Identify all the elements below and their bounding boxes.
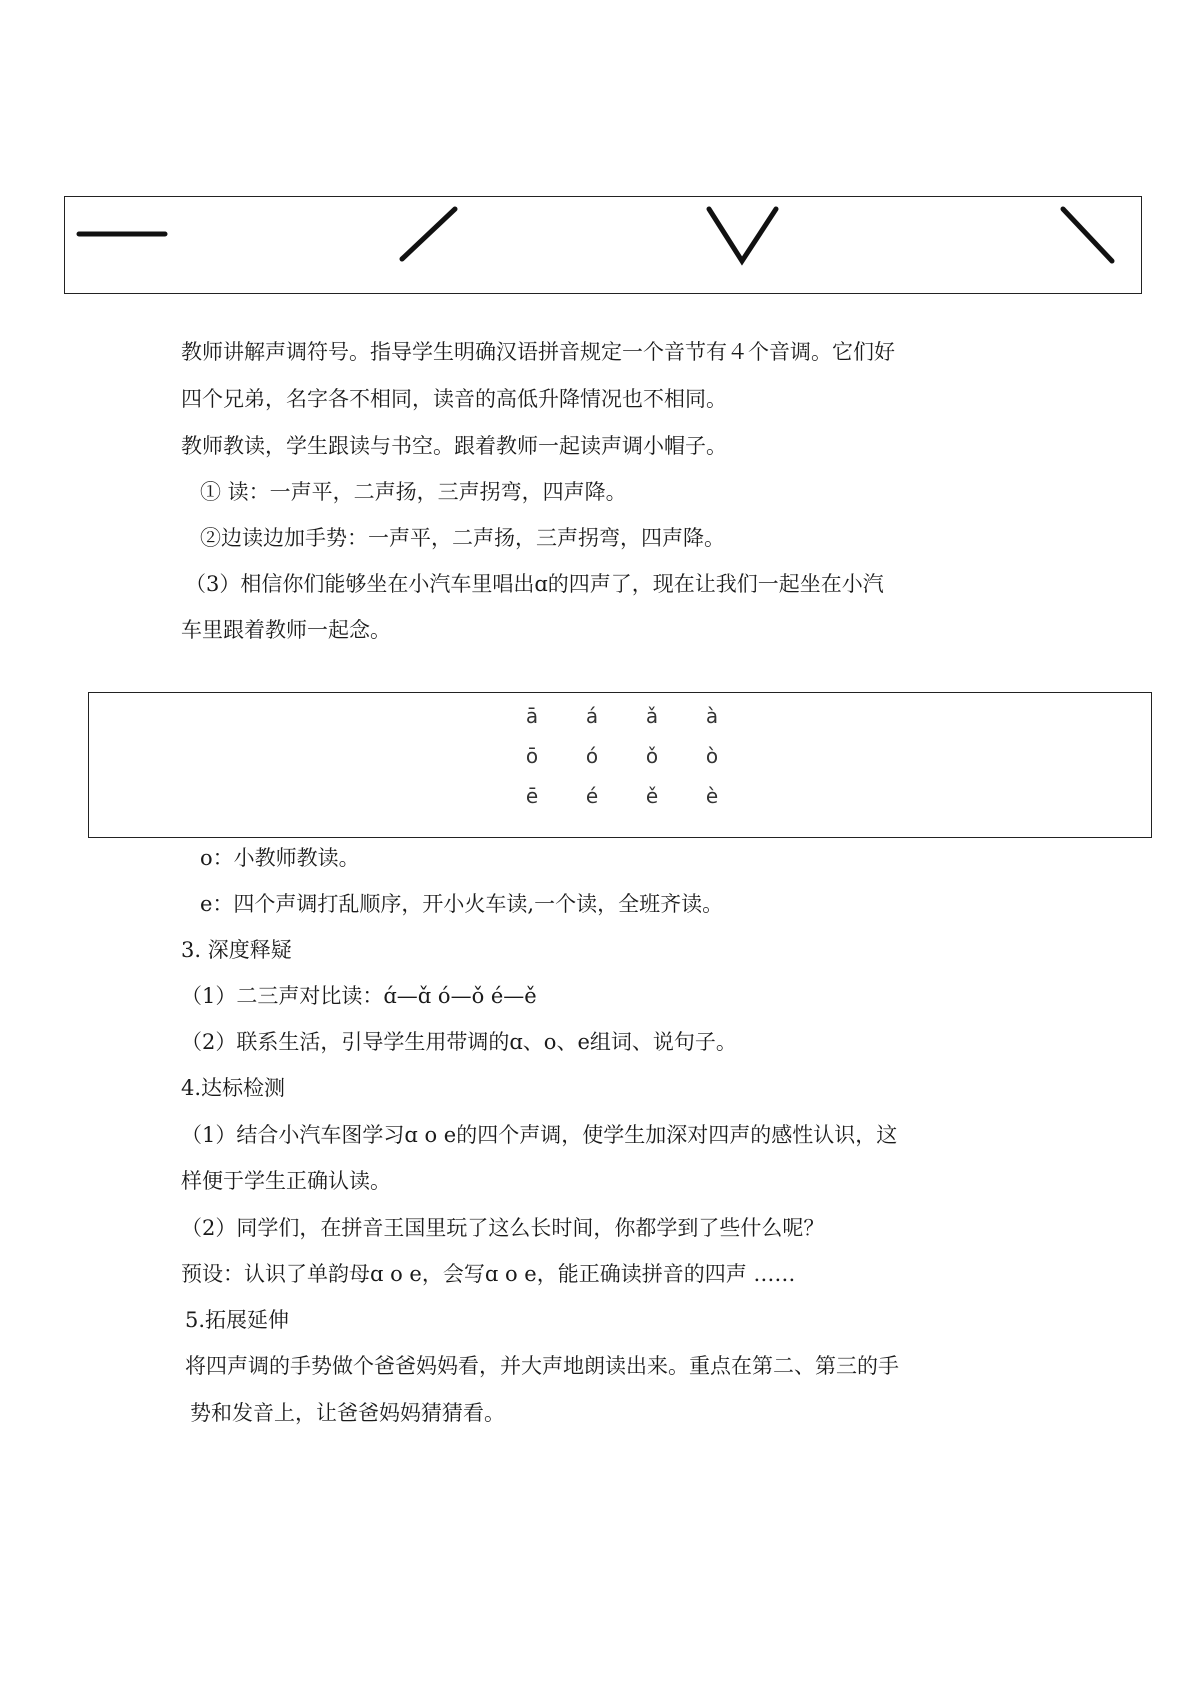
paragraph-line: （2）同学们，在拼音王国里玩了这么长时间，你都学到了些什么呢？ (181, 1216, 825, 1240)
tone-cell: ō (525, 744, 539, 768)
section-heading: 4.达标检测 (181, 1076, 286, 1100)
paragraph-line: 车里跟着教师一起念。 (181, 618, 391, 642)
paragraph-line: ②边读边加手势：一声平，二声扬，三声拐弯，四声降。 (200, 526, 725, 550)
tone-cell: ě (645, 784, 659, 808)
section-heading: 5.拓展延伸 (185, 1308, 290, 1332)
tone-cell: ā (525, 704, 539, 728)
tone-table (88, 692, 1152, 838)
paragraph-line: 四个兄弟，名字各不相同，读音的高低升降情况也不相同。 (181, 387, 727, 411)
second-tone-mark (402, 209, 455, 259)
paragraph-line: （3）相信你们能够坐在小汽车里唱出ɑ的四声了，现在让我们一起坐在小汽 (185, 572, 884, 596)
paragraph-line: （1）二三声对比读：ɑ́—ɑ̌ ó—ǒ é—ě (181, 984, 537, 1008)
tone-cell: ó (585, 744, 599, 768)
tone-cell: è (705, 784, 719, 808)
paragraph-line: o：小教师教读。 (200, 846, 360, 870)
tone-cell: ǎ (645, 704, 659, 728)
tone-cell: é (585, 784, 599, 808)
paragraph-line: 样便于学生正确认读。 (181, 1169, 391, 1193)
paragraph-line: 教师讲解声调符号。指导学生明确汉语拼音规定一个音节有４个音调。它们好 (181, 340, 895, 364)
tone-marks-graphic (65, 197, 1143, 295)
tone-cell: á (585, 704, 599, 728)
paragraph-line: 将四声调的手势做个爸爸妈妈看，并大声地朗读出来。重点在第二、第三的手 (185, 1354, 899, 1378)
paragraph-line: （2）联系生活，引导学生用带调的ɑ、o、e组词、说句子。 (181, 1030, 737, 1054)
paragraph-line: （1）结合小汽车图学习ɑ o e的四个声调，使学生加深对四声的感性认识，这 (181, 1123, 898, 1147)
paragraph-line: 势和发音上，让爸爸妈妈猜猜看。 (190, 1401, 505, 1425)
tone-table-row (89, 701, 1151, 731)
fourth-tone-mark (1063, 209, 1112, 261)
section-heading: 3. 深度释疑 (181, 938, 292, 962)
paragraph-line: ① 读：一声平，二声扬，三声拐弯，四声降。 (200, 480, 627, 504)
paragraph-line: 教师教读，学生跟读与书空。跟着教师一起读声调小帽子。 (181, 434, 727, 458)
tone-cell: ē (525, 784, 539, 808)
paragraph-line: e：四个声调打乱顺序，开小火车读,一个读，全班齐读。 (200, 892, 724, 916)
tone-table-row (89, 741, 1151, 771)
tone-table-row (89, 781, 1151, 811)
tone-cell: ǒ (645, 744, 659, 768)
tone-cell: à (705, 704, 719, 728)
third-tone-mark (709, 209, 776, 261)
tone-marks-box (64, 196, 1142, 294)
paragraph-line: 预设：认识了单韵母ɑ o e，会写ɑ o e，能正确读拼音的四声 …… (181, 1262, 796, 1286)
tone-cell: ò (705, 744, 719, 768)
